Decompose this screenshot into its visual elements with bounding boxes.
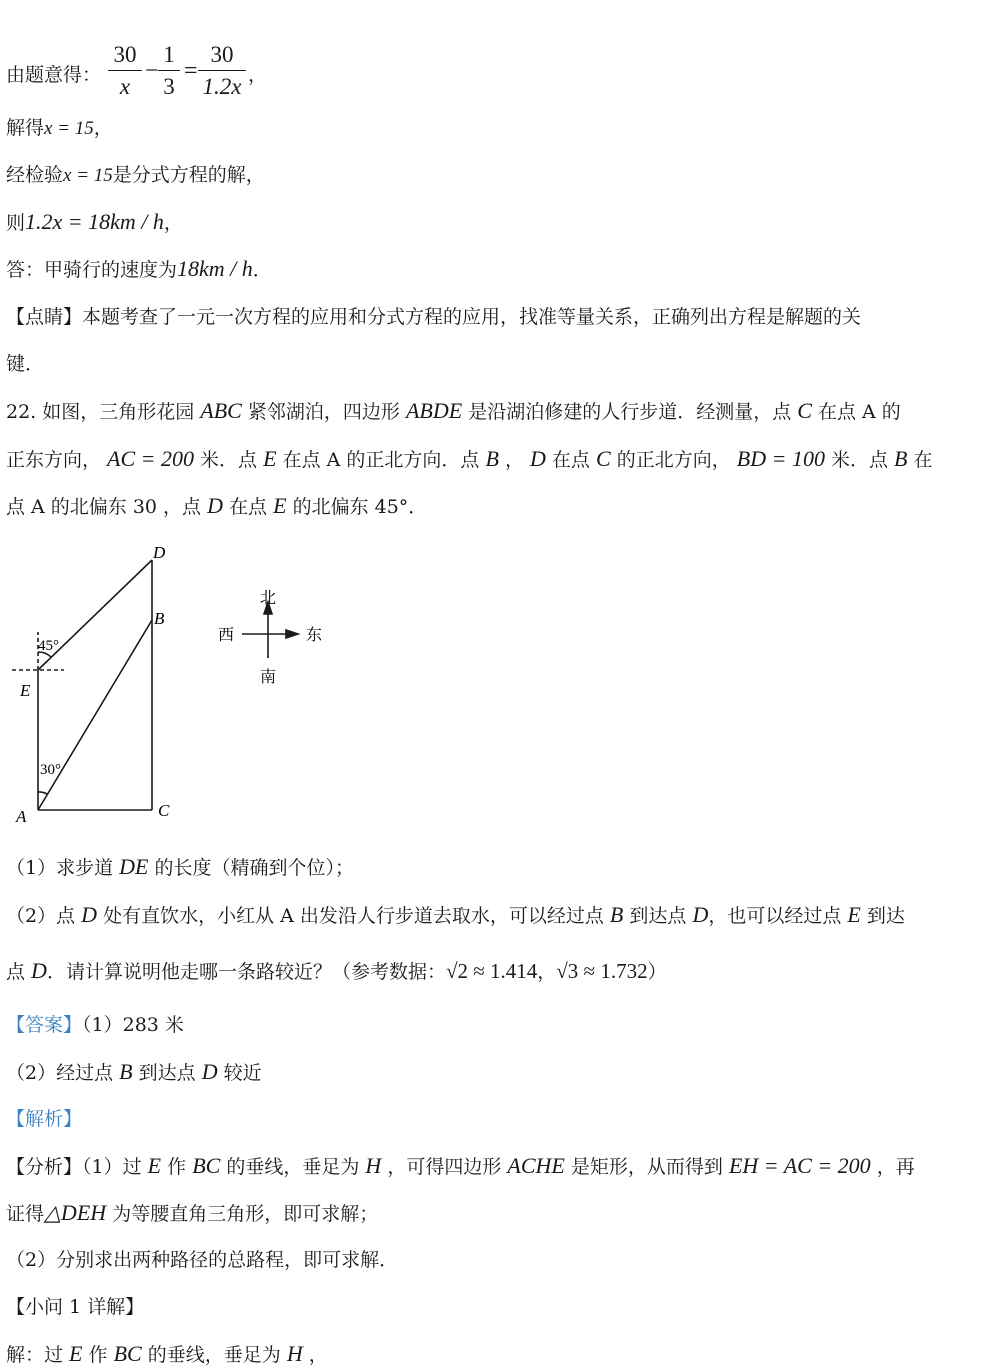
text-run: 点 A 的北偏东 30 ，点 [6,496,208,518]
compass-north: 北 [260,590,277,607]
fenxi-line-2 [6,1200,378,1227]
question-22-line-3 [6,493,427,520]
text: ， [93,117,113,139]
text-run: ， [498,449,530,471]
text-run: 点 [6,961,32,983]
text-run: 到达 [860,905,905,927]
math-run: B [485,446,499,471]
fraction-30-over-x [108,40,142,103]
text-run: 在点 [223,496,274,518]
text-run: 是沿湖泊修建的人行步道．经测量，点 [462,401,798,423]
label-B: B [154,609,165,628]
math: 18km / h [177,256,253,281]
denominator: 1.2x [202,74,242,99]
compass-south: 南 [260,669,277,686]
subquestion-1 [6,854,354,881]
math-run: E [147,1153,162,1178]
text-run: （2）点 [6,905,82,927]
text-run: 的北偏东 45°． [286,496,428,518]
text-run: 是矩形，从而得到 [564,1156,729,1178]
math-run: ABDE [405,398,463,423]
dianjing-line-2: 键． [6,353,45,375]
text-run: ） [647,961,667,983]
text-run: 证得 [6,1203,45,1225]
math-run: B [119,1059,133,1084]
text-run: 的垂线，垂足为 [141,1344,287,1366]
math-run: D [81,902,98,927]
math-run: √3 ≈ 1.732 [556,959,648,983]
text-run: ， [537,961,557,983]
math-run: EH = AC = 200 [728,1153,871,1178]
math-run: √2 ≈ 1.414 [445,959,538,983]
speed-line [6,209,183,236]
text-run: ，也可以经过点 [708,905,848,927]
text-run: 到达点 [623,905,693,927]
text-run: 作 [82,1344,114,1366]
analysis-label: 【解析】 [6,1108,83,1130]
math-run: BC [113,1341,142,1366]
label-C: C [158,801,170,820]
text: 答：甲骑行的速度为 [6,259,178,281]
text: 经检验 [6,164,64,186]
text-run: ，可得四边形 [381,1156,508,1178]
subquestion-2-line-1 [6,902,905,929]
math-run: D [201,1059,218,1084]
minus-sign: − [145,58,159,84]
fenxi-line-1 [6,1153,915,1180]
compass-rose [242,602,298,658]
equation-suffix: ， [248,64,268,86]
text-run: 【分析】（1）过 [6,1156,148,1178]
text-run: 作 [161,1156,193,1178]
math-run: B [609,902,624,927]
math-run: H [365,1153,382,1178]
text: 则 [6,212,26,234]
answer-1: （1）283 米 [82,1014,184,1036]
text-run: 紧邻湖泊，四边形 [241,401,406,423]
text-run: （2）经过点 [6,1062,120,1084]
equals-sign: = [184,58,198,84]
text: 是分式方程的解， [112,164,265,186]
dianjing-line: 【点睛】本题考查了一元一次方程的应用和分式方程的应用，找准等量关系，正确列出方程是解题的关 [6,306,862,328]
answer-row-1 [6,1012,184,1038]
question-22-line-1 [6,398,901,425]
fraction-1-over-3 [158,40,180,103]
answer-row-2 [6,1059,262,1086]
text-run: 在点 [545,449,596,471]
text: ． [252,259,272,281]
text-run: 到达点 [132,1062,202,1084]
verify-line [6,162,265,189]
angle-label-45: 45° [38,638,59,654]
numerator: 30 [108,40,142,71]
fraction-30-over-1-2x [198,40,246,103]
text-run: 的正北方向， [610,449,737,471]
math-run: C [797,398,812,423]
geometry-figure [0,540,360,830]
math-run: D [692,902,709,927]
math-run: H [286,1341,303,1366]
denominator: x [119,74,131,99]
label-E: E [20,681,31,700]
equation-prefix: 由题意得： [6,64,102,86]
denominator: 3 [163,74,175,99]
math: x = 15 [44,118,94,139]
math-run: B [894,446,908,471]
text: 解得 [6,117,45,139]
math: 1.2x = 18km / h [25,209,164,234]
text-run: 在 [907,449,933,471]
text-run: 较近 [217,1062,262,1084]
label-D: D [153,543,166,562]
angle-label-30: 30° [40,762,61,778]
text-run: 处有直饮水，小红从 A 出发沿人行步道去取水，可以经过点 [97,905,610,927]
math-run: △DEH [44,1200,107,1225]
numerator: 1 [158,40,180,71]
math-run: D [207,493,223,518]
label-A: A [16,807,27,826]
subquestion-2-line-2 [6,958,667,985]
math-run: E [273,493,287,518]
math-run: ACHE [507,1153,565,1178]
xiaowen-1-header: 【小问 1 详解】 [6,1296,145,1318]
solution-line [6,115,113,142]
fenxi-line-3: （2）分别求出两种路径的总路程，即可求解． [6,1249,399,1271]
math-run: BC [192,1153,221,1178]
text-run: 解：过 [6,1344,70,1366]
text-run: ．请计算说明他走哪一条路较近？（参考数据： [46,961,446,983]
text-run: 为等腰直角三角形，即可求解； [106,1203,379,1225]
text-run: 的长度（精确到个位）； [148,857,355,879]
math-run: D [530,446,546,471]
angle-arc-30 [38,792,47,794]
text-run: （1）求步道 [6,857,120,879]
text-run: ， [302,1344,328,1366]
text: ， [163,212,183,234]
answer-line [6,256,272,283]
solution-start [6,1341,328,1368]
text-run: 22. 如图，三角形花园 [6,401,201,423]
numerator: 30 [198,40,246,71]
math: x = 15 [63,165,113,186]
math-run: E [847,902,861,927]
text-run: 在点 A 的正北方向．点 [276,449,486,471]
text-run: 米．点 [194,449,264,471]
text-run: 在点 A 的 [811,401,901,423]
answer-label: 【答案】 [6,1014,83,1036]
compass-west: 西 [218,627,235,644]
math-run: BD = 100 [736,446,825,471]
math-run: DE [119,854,149,879]
math-run: ABC [200,398,242,423]
question-22-line-2 [6,446,933,473]
compass-east: 东 [306,627,323,644]
math-run: E [69,1341,83,1366]
math-run: C [595,446,611,471]
math-run: AC = 200 [107,446,195,471]
text-run: 的垂线，垂足为 [220,1156,366,1178]
text-run: ，再 [870,1156,915,1178]
math-run: E [263,446,277,471]
text-run: 米．点 [824,449,895,471]
math-run: D [31,958,47,983]
text-run: 正东方向， [6,449,108,471]
